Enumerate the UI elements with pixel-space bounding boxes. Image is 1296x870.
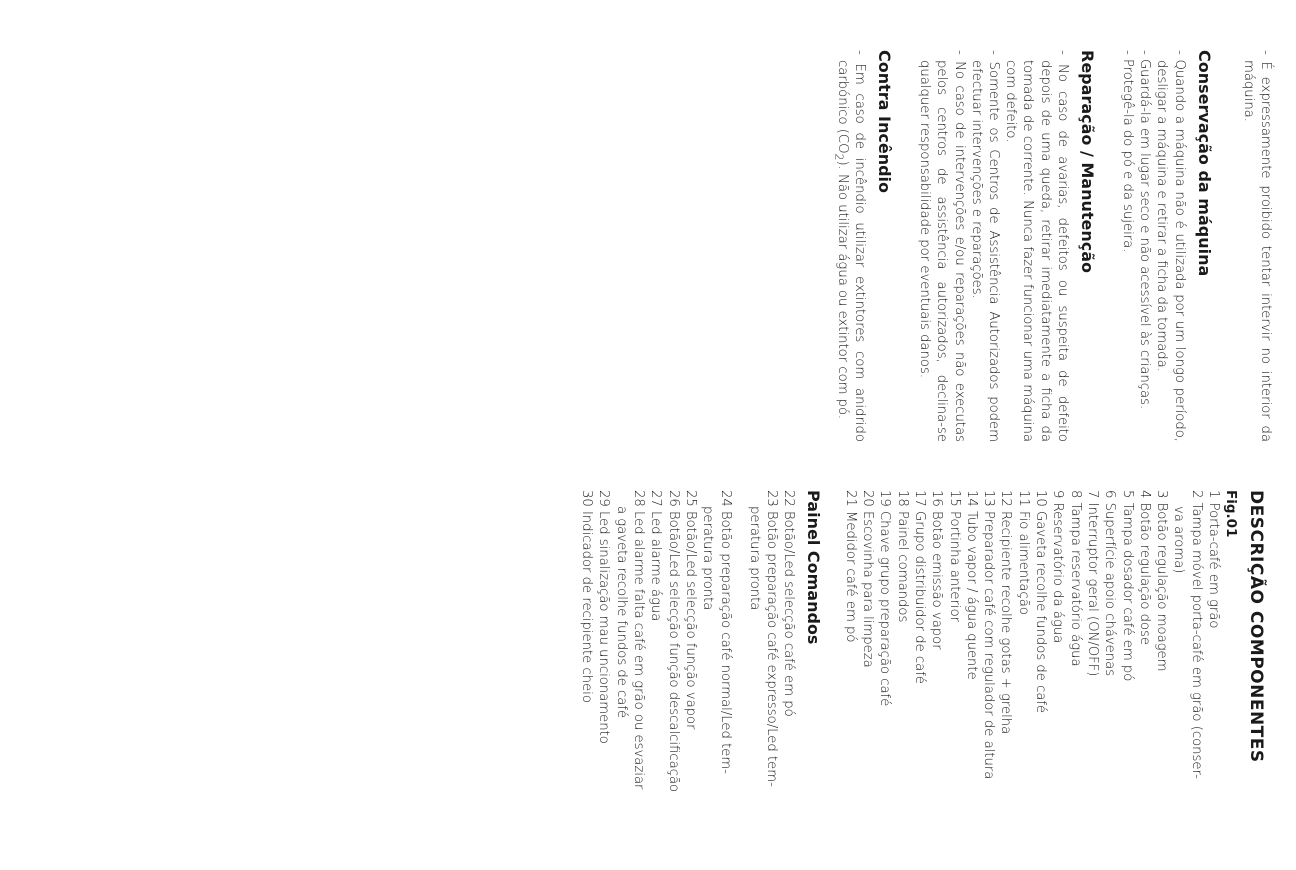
intro-paragraph: - É expressamente proibido tentar intervir no interior da máquina. [1240, 50, 1273, 442]
component-item: 15 Portinha anterior [946, 490, 962, 623]
component-item: 9 Reservatório da água [1050, 490, 1066, 644]
panel-item: 29 Led sinalização mau uncionamento [596, 490, 612, 744]
component-item: va aroma) [1171, 506, 1187, 574]
left-column [830, 50, 1274, 442]
fig-label: Fig.01 [1223, 490, 1239, 538]
panel-list [578, 490, 798, 870]
reparacao-item-2: - Somente os Centros de Assistência Autorizados podem efectuar intervenções e reparações. [968, 50, 1001, 442]
component-item: 7 Interruptor geral (ON/OFF) [1084, 490, 1100, 677]
component-item: 21 Medidor café em pó [842, 490, 858, 643]
component-item: 10 Gaveta recolhe fundos de café [1033, 490, 1049, 714]
panel-item: peratura pronta [746, 506, 762, 611]
panel-item: 23 Botão preparação café expresso/Led tem- [764, 490, 780, 787]
panel-item: 26 Botão/Led selecção função descalcificação [665, 490, 681, 793]
component-item: 5 Tampa dosador café em pó [1119, 490, 1135, 682]
incendio-heading: Contra Incêndio [874, 50, 894, 194]
panel-item: 27 Led alarme água [648, 490, 664, 622]
conservacao-heading: Conservação da máquina [1194, 50, 1214, 277]
panel-item: peratura pronta [700, 506, 716, 611]
incendio-paragraph [830, 50, 868, 442]
component-item: 6 Superfície apoio chávenas [1102, 490, 1118, 677]
panel-item: 25 Botão/Led selecção função vapor [682, 490, 698, 730]
component-item: 3 Botão regulação moagem [1154, 490, 1170, 672]
components-list [841, 490, 1222, 870]
component-item: 12 Recipiente recolhe gotas + grelha [998, 490, 1014, 735]
panel-item: 22 Botão/Led selecção café em pó [781, 490, 797, 717]
component-item: 18 Painel comandos [894, 490, 910, 623]
component-item: 17 Grupo distribuidor de café [911, 490, 927, 684]
reparacao-heading: Reparação / Manutenção [1077, 50, 1097, 274]
panel-item: 28 Led alarme falta café em grão ou esvaziar [631, 490, 647, 790]
component-item: 4 Botão regulação dose [1136, 490, 1152, 646]
panel-heading: Painel Comandos [804, 490, 824, 645]
panel-item: 30 Indicador de recipiente cheio [579, 490, 595, 703]
incendio-subscript: 2 [832, 153, 846, 161]
conservacao-item-2: - Guardá-la em lugar seco e não acessível às crianças. [1137, 50, 1153, 410]
conservacao-item-3: - Protegê-la do pó e da sujeira. [1119, 50, 1135, 253]
component-item: 16 Botão emissão vapor [929, 490, 945, 650]
section-title: DESCRIÇÃO COMPONENTES [1246, 490, 1266, 763]
component-item: 19 Chave grupo preparação café [877, 490, 893, 707]
component-item: 14 Tubo vapor / água quente [963, 490, 979, 680]
component-item: 13 Preparador café com regulador de altura [981, 490, 997, 780]
incendio-text-pre: - Em caso de incêndio utilizar extintores com anidrido carbónico (CO [834, 50, 867, 442]
reparacao-item-1: - No caso de avarias, defeitos ou suspeita de defeito depois de uma queda, retirar imediatamente a ficha da tomada de corrente. Nunca fazer funcionar uma máquina com defeito. [1003, 50, 1070, 442]
component-item: 11 Fio alimentação [1015, 490, 1031, 615]
incendio-text-post: ). Não utilizar água ou extintor com pó. [834, 160, 850, 420]
right-column [578, 490, 1274, 870]
component-item: 8 Tampa reservatório água [1067, 490, 1083, 667]
reparacao-item-3: - No caso de intervenções e/ou reparações não executas pelos centros de assistência autorizados, declina-se qualquer responsabilidade por eventuais danos. [917, 50, 967, 442]
conservacao-item-1: - Quando a máquina não é utilizada por um longo período, desligar a máquina e retirar a ficha da tomada. [1154, 50, 1187, 442]
panel-item: a gaveta recolhe fundos de café [613, 506, 629, 719]
panel-item [734, 490, 746, 870]
component-item: 20 Escovinha para limpeza [860, 490, 876, 668]
panel-item: 24 Botão preparação café normal/Led tem- [717, 490, 733, 774]
component-item: 1 Porta-café em grão [1206, 490, 1221, 629]
component-item: 2 Tampa móvel porta-café em grão (conser- [1188, 490, 1204, 779]
